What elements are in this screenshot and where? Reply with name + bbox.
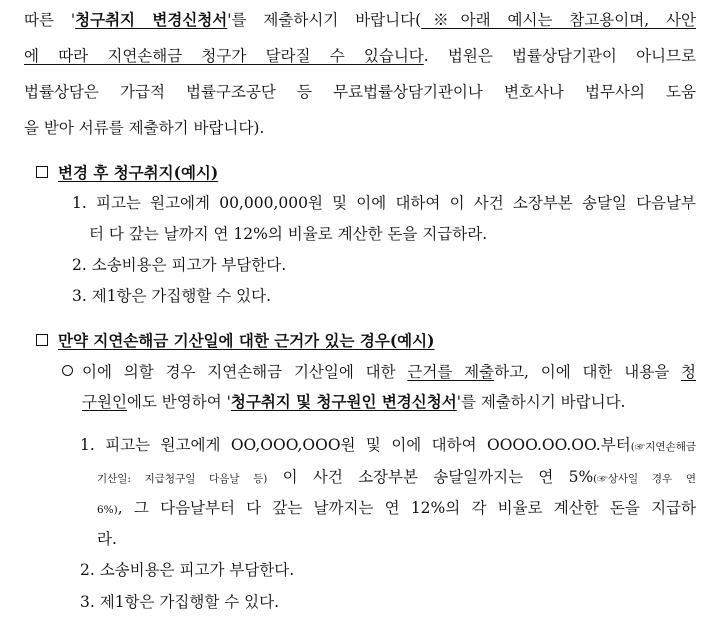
checkbox-square-icon <box>36 166 48 178</box>
intro-line-4: 을 받아 서류를 제출하기 바랍니다). <box>24 119 265 137</box>
intro-line-1 <box>24 8 696 30</box>
item-note-small: (☞지연손해금 <box>630 441 696 453</box>
section2-item3: 3. 제1항은 가집행할 수 있다. <box>80 593 280 611</box>
item-note-small: (☞상사일 경우 연 <box>593 473 696 485</box>
section2-item1-line2 <box>97 465 696 487</box>
section1-heading <box>36 161 218 183</box>
intro-text: '를 제출하시기 바랍니다( <box>227 11 422 29</box>
note-underlined: 구원인 <box>82 393 127 411</box>
section2-item1-line3 <box>97 496 696 518</box>
notice-underlined: ※아래 예시는 참고용이며, 사안 <box>421 11 696 29</box>
note-text: 에도 반영하여 ' <box>126 393 231 411</box>
intro-line-3: 법률상담은 가급적 법률구조공단 등 무료법률상담기관이나 변호사나 법무사의 도움 <box>24 83 696 101</box>
section2-heading-text: 만약 지연손해금 기산일에 대한 근거가 있는 경우(예시) <box>58 331 435 350</box>
form-name-highlight: 청구취지 변경신청서 <box>75 10 228 29</box>
section2-note-line2 <box>82 390 625 412</box>
item-text: 이 사건 소장부본 송달일까지는 연 5% <box>267 468 594 486</box>
intro-line-2 <box>24 44 696 66</box>
checkbox-square-icon <box>36 334 48 346</box>
section1-item2: 2. 소송비용은 피고가 부담한다. <box>72 256 287 274</box>
section1-item1-line2: 터 다 갚는 날까지 연 12%의 비율로 계산한 돈을 지급하라. <box>89 225 488 243</box>
item-text: 1. 피고는 원고에게 OO,OOO,OOO원 및 이에 대하여 OOOO.OO.OO.부터 <box>80 436 631 454</box>
section2-item1-line1 <box>80 433 696 455</box>
section2-item1-line4: 라. <box>97 530 117 548</box>
note-underlined: 청 <box>681 363 696 381</box>
item-text: , 그 다음날부터 다 갚는 날까지는 연 12%의 각 비율로 계산한 돈을 지급하 <box>117 499 696 517</box>
item-note-small: 6%) <box>97 504 118 516</box>
section2-item2: 2. 소송비용은 피고가 부담한다. <box>80 561 295 579</box>
section2-note-line1 <box>62 360 696 382</box>
section2-heading <box>36 329 434 351</box>
note-underlined: 근거를 제출 <box>407 363 495 381</box>
note-text: '를 제출하시기 바랍니다. <box>456 393 626 411</box>
form-name-highlight: 청구취지 및 청구원인 변경신청서 <box>230 392 457 411</box>
section1-item3: 3. 제1항은 가집행할 수 있다. <box>72 287 272 305</box>
item-note-small: 기산일: 지급청구일 다음날 등) <box>97 473 268 485</box>
notice-underlined: 에 따라 지연손해금 청구가 달라질 수 있습니다 <box>24 47 424 65</box>
note-text: 하고, 이에 대한 내용을 <box>494 363 682 381</box>
note-text: 이에 의할 경우 지연손해금 기산일에 대한 <box>82 363 408 381</box>
section1-heading-text: 변경 후 청구취지(예시) <box>58 163 219 182</box>
circle-bullet-icon <box>62 365 73 376</box>
intro-text: 따른 ' <box>24 11 76 29</box>
section1-item1-line1: 1. 피고는 원고에게 00,000,000원 및 이에 대하여 이 사건 소장부본 송달일 다음날부 <box>72 194 696 212</box>
intro-text: . 법원은 법률상담기관이 아니므로 <box>423 47 696 65</box>
